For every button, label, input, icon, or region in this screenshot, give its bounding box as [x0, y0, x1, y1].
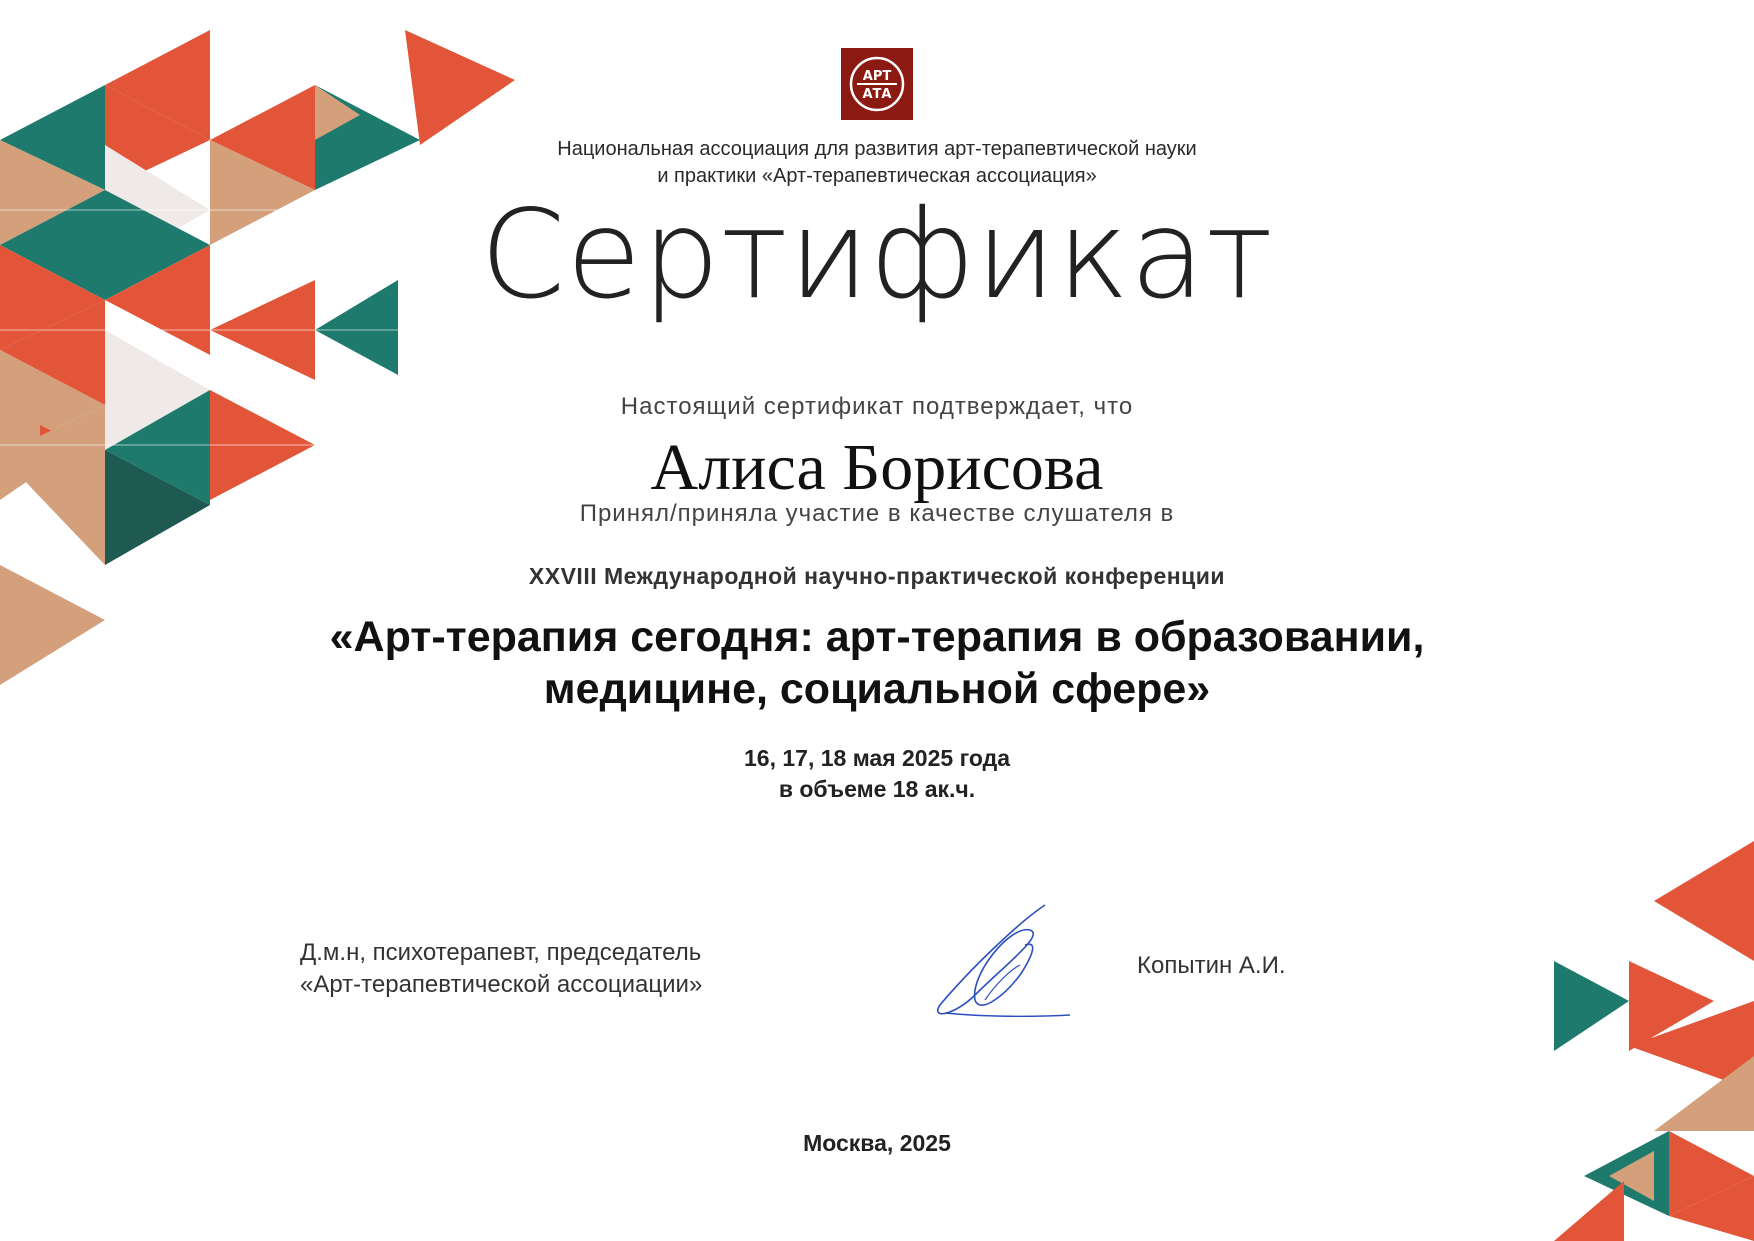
triangle-shape: [1554, 1181, 1624, 1241]
triangle-shape: [1654, 841, 1754, 901]
handwritten-signature: [925, 895, 1075, 1030]
organization-name-line1: Национальная ассоциация для развития арт-терапевтической науки: [557, 138, 1197, 160]
triangle-shape: [1654, 901, 1754, 961]
conference-topic: [277, 611, 1477, 715]
conference-topic-line2: медицине, социальной сфере»: [543, 665, 1211, 713]
decorative-triangles-right: [1554, 841, 1754, 1241]
conference-topic-line1: «Арт-терапия сегодня: арт-терапия в образовании,: [329, 613, 1425, 661]
decorative-triangles-left: [0, 0, 520, 700]
organization-logo: [841, 48, 913, 120]
certificate-title: Сертификат: [480, 184, 1274, 326]
event-volume: в объеме 18 ак.ч.: [778, 776, 976, 802]
signatory-name: Копытин А.И.: [1137, 952, 1286, 979]
conference-name: XXVIII Международной научно-практической конференции: [528, 563, 1226, 589]
signatory-role-line2: «Арт-терапевтической ассоциации»: [300, 971, 703, 998]
triangle-shape: [0, 565, 105, 685]
signatory-role-line1: Д.м.н, психотерапевт, председатель: [300, 939, 702, 966]
participation-text: Принял/приняла участие в качестве слушателя в: [579, 500, 1175, 527]
triangle-shape: [1554, 961, 1629, 1051]
ata-logo-icon: [841, 48, 913, 120]
logo-text-top: АРТ: [862, 69, 892, 84]
logo-text-bottom: АТА: [862, 87, 892, 102]
organization-name-line2: и практики «Арт-терапевтическая ассоциация»: [657, 165, 1097, 187]
signatory-role: [300, 937, 820, 1001]
confirm-text: Настоящий сертификат подтверждает, что: [620, 393, 1134, 420]
event-details: [277, 743, 1477, 805]
city-year: Москва, 2025: [803, 1130, 951, 1156]
triangle-shape: [405, 30, 515, 145]
event-dates: 16, 17, 18 мая 2025 года: [744, 745, 1010, 771]
recipient-name: Алиса Борисова: [650, 431, 1104, 504]
